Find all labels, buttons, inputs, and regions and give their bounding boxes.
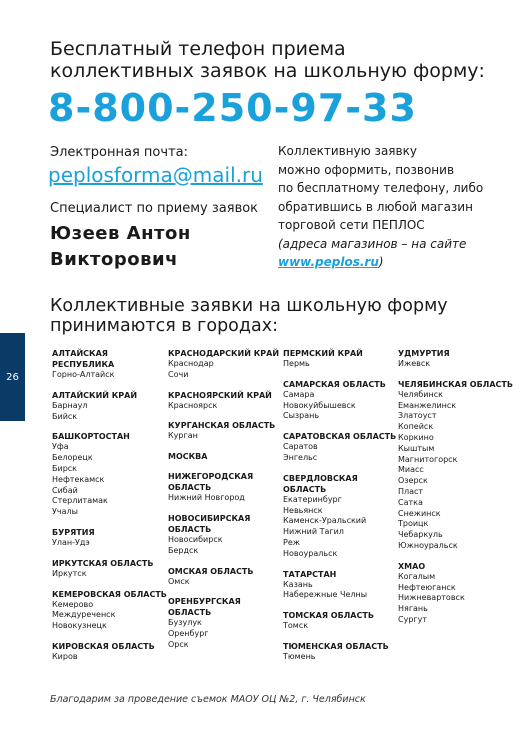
city-name: Омск <box>168 576 190 586</box>
city-name: Озерск <box>398 476 428 486</box>
region-name: КИРОВСКАЯ ОБЛАСТЬ <box>52 641 155 651</box>
region-name: ЧЕЛЯБИНСКАЯ ОБЛАСТЬ <box>398 379 513 389</box>
city-name: Новокуйбышевск <box>283 400 356 410</box>
email-link[interactable]: peplosforma@mail.ru <box>48 163 263 187</box>
city-name: Бирск <box>52 463 77 473</box>
region-block <box>168 348 283 381</box>
region-name: САМАРСКАЯ ОБЛАСТЬ <box>283 379 386 389</box>
city-name: Энгельс <box>283 452 318 462</box>
region-block <box>168 596 283 650</box>
city-name: Красноярск <box>168 400 218 410</box>
order-info-line: можно оформить, позвонив <box>278 162 455 177</box>
city-name: Южноуральск <box>398 540 458 550</box>
specialist-label: Специалист по приему заявок <box>50 201 259 216</box>
city-name: Казань <box>283 579 313 589</box>
city-name: Уфа <box>52 442 69 452</box>
email-label: Электронная почта: <box>50 145 188 160</box>
region-block <box>398 379 513 552</box>
region-block <box>52 431 167 518</box>
order-info-line <box>278 253 493 272</box>
page-number-tab <box>0 333 25 421</box>
city-name: Невьянск <box>283 505 323 515</box>
city-name: Сызрань <box>283 411 320 421</box>
order-info-line: торговой сети ПЕПЛОС <box>278 218 425 232</box>
city-name: Орск <box>168 639 189 649</box>
city-name: Курган <box>168 431 198 441</box>
region-name: НИЖЕГОРОДСКАЯ ОБЛАСТЬ <box>168 472 254 493</box>
city-name: Самара <box>283 389 315 399</box>
city-name: Нягань <box>398 604 428 614</box>
specialist-name-line-1: Юзеев Антон <box>50 223 191 244</box>
region-name: МОСКВА <box>168 452 208 462</box>
city-name: Пласт <box>398 486 424 496</box>
region-block <box>52 390 167 423</box>
region-name: ОРЕНБУРГСКАЯ ОБЛАСТЬ <box>168 597 241 618</box>
city-name: Стерлитамак <box>52 496 108 506</box>
city-name: Нижневартовск <box>398 593 465 603</box>
city-name: Сатка <box>398 497 423 507</box>
city-name: Междуреченск <box>52 610 116 620</box>
specialist-name-line-2: Викторович <box>50 249 178 270</box>
order-info-line: (адреса магазинов – на сайте <box>278 236 467 251</box>
region-name: ОМСКАЯ ОБЛАСТЬ <box>168 566 254 576</box>
city-name: Коркино <box>398 432 434 442</box>
region-block <box>168 471 283 504</box>
city-name: Бийск <box>52 411 78 421</box>
region-name: АЛТАЙСКИЙ КРАЙ <box>52 390 138 400</box>
city-name: Каменск-Уральский <box>283 516 367 526</box>
region-block <box>283 348 398 370</box>
specialist-name <box>50 221 191 273</box>
region-name: ИРКУТСКАЯ ОБЛАСТЬ <box>52 558 154 568</box>
region-block <box>283 569 398 602</box>
city-name: Еманжелинск <box>398 400 457 410</box>
city-name: Горно-Алтайск <box>52 370 115 379</box>
region-name: КУРГАНСКАЯ ОБЛАСТЬ <box>168 421 276 431</box>
region-block <box>168 420 283 442</box>
city-name: Краснодар <box>168 359 214 368</box>
region-name: НОВОСИБИРСКАЯ ОБЛАСТЬ <box>168 513 251 534</box>
city-name: Учалы <box>52 507 78 517</box>
city-name: Тюмень <box>283 651 316 661</box>
city-name: Ижевск <box>398 359 431 368</box>
order-info-line: обратившись в любой магазин <box>278 199 473 214</box>
city-name: Реж <box>283 537 300 547</box>
cities-column <box>283 348 398 672</box>
region-name: КРАСНОЯРСКИЙ КРАЙ <box>168 390 272 400</box>
cities-column <box>168 348 283 660</box>
city-name: Сочи <box>168 369 189 379</box>
city-name: Иркутск <box>52 568 87 578</box>
city-name: Оренбург <box>168 629 209 639</box>
region-block <box>52 558 167 580</box>
cities-title: Коллективные заявки на школьную форму принимаются в городах: <box>50 296 448 336</box>
order-info-line: Коллективную заявку <box>278 144 417 158</box>
region-block <box>283 473 398 560</box>
region-name: УДМУРТИЯ <box>398 349 450 358</box>
cities-column <box>52 348 167 672</box>
footer-note: Благодарим за проведение съемок МАОУ ОЦ №2, г. Челябинск <box>50 694 366 705</box>
region-block <box>283 641 398 663</box>
region-name: КЕМЕРОВСКАЯ ОБЛАСТЬ <box>52 589 167 599</box>
region-name: ТЮМЕНСКАЯ ОБЛАСТЬ <box>283 641 389 651</box>
order-info-line: по бесплатному телефону, либо <box>278 181 484 195</box>
city-name: Бердск <box>168 545 199 555</box>
city-name: Нижний Новгород <box>168 493 245 503</box>
city-name: Сибай <box>52 485 78 495</box>
city-name: Нефтеюганск <box>398 582 456 592</box>
region-block <box>168 513 283 557</box>
cities-column <box>398 348 513 635</box>
region-block <box>52 641 167 663</box>
city-name: Челябинск <box>398 389 443 399</box>
order-info <box>278 142 493 272</box>
region-name: САРАТОВСКАЯ ОБЛАСТЬ <box>283 432 397 442</box>
phone-number[interactable]: 8-800-250-97-33 <box>48 86 417 130</box>
city-name: Бузулук <box>168 618 202 628</box>
city-name: Белорецк <box>52 453 93 463</box>
city-name: Новоуральск <box>283 548 338 558</box>
region-name: ТОМСКАЯ ОБЛАСТЬ <box>283 611 374 621</box>
region-block <box>168 566 283 588</box>
city-name: Сургут <box>398 614 427 624</box>
region-block <box>52 527 167 549</box>
region-name: ТАТАРСТАН <box>283 569 337 579</box>
region-block <box>398 561 513 626</box>
page-number: 26 <box>6 371 19 383</box>
city-name: Новосибирск <box>168 534 223 544</box>
city-name: Когалым <box>398 571 436 581</box>
region-name: КРАСНОДАРСКИЙ КРАЙ <box>168 349 280 358</box>
city-name: Екатеринбург <box>283 494 342 504</box>
city-name: Нижний Тагил <box>283 527 344 537</box>
region-name: ХМАО <box>398 561 426 571</box>
region-block <box>283 431 398 464</box>
city-name: Кыштым <box>398 443 435 453</box>
region-block <box>52 348 167 381</box>
city-name: Кемерово <box>52 599 94 609</box>
city-name: Копейск <box>398 422 434 432</box>
region-name: АЛТАЙСКАЯ РЕСПУБЛИКА <box>52 349 115 369</box>
city-name: Чебаркуль <box>398 530 443 540</box>
city-name: Златоуст <box>398 411 437 421</box>
region-block <box>283 610 398 632</box>
cities-list <box>52 348 513 678</box>
city-name: Миасс <box>398 465 424 475</box>
city-name: Томск <box>283 621 309 631</box>
region-name: СВЕРДЛОВСКАЯ ОБЛАСТЬ <box>283 473 358 494</box>
city-name: Саратов <box>283 442 318 452</box>
region-name: ПЕРМСКИЙ КРАЙ <box>283 349 363 358</box>
city-name: Пермь <box>283 359 310 368</box>
region-block <box>283 379 398 422</box>
city-name: Нефтекамск <box>52 474 105 484</box>
city-name: Улан-Удэ <box>52 537 90 547</box>
city-name: Киров <box>52 651 78 661</box>
city-name: Троицк <box>398 519 429 529</box>
region-name: БАШКОРТОСТАН <box>52 432 130 442</box>
city-name: Новокузнецк <box>52 621 107 631</box>
region-block <box>168 451 283 462</box>
headline: Бесплатный телефон приема коллективных заявок на школьную форму: <box>50 38 485 82</box>
region-block <box>52 589 167 632</box>
region-block <box>168 390 283 412</box>
region-block <box>398 348 513 370</box>
closing-paren: ) <box>378 255 384 269</box>
city-name: Снежинск <box>398 508 441 518</box>
website-link[interactable]: www.peplos.ru <box>278 255 379 269</box>
city-name: Набережные Челны <box>283 590 368 600</box>
city-name: Барнаул <box>52 400 88 410</box>
region-name: БУРЯТИЯ <box>52 527 95 537</box>
city-name: Магнитогорск <box>398 454 458 464</box>
